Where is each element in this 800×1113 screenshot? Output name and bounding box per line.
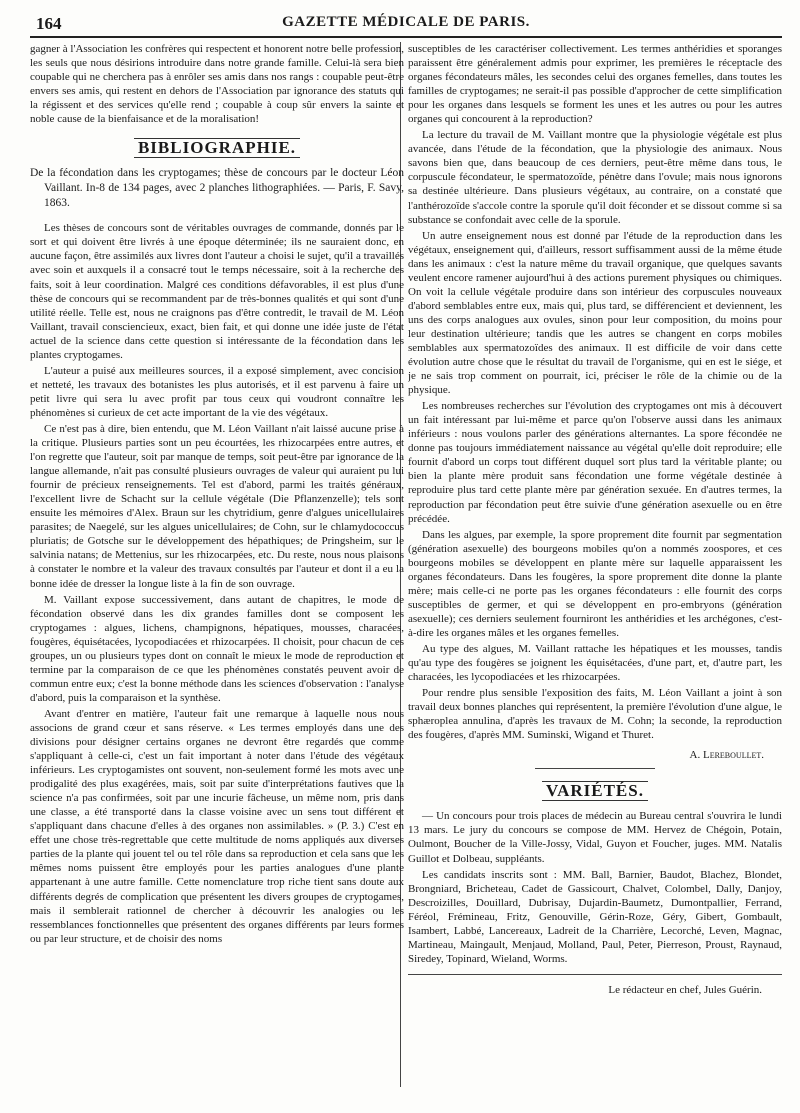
review-paragraph: Les thèses de concours sont de véritables ouvrages de commande, donnés par le sort et qui doivent être livrés à une époque déterminée; ils ne sauraient donc, en aucune façon, être assimilés aux livres dont l'auteur a choisi le sujet, qu'il a travaillés avec soin et auxquels il a consacré tout le temps nécessaire, soit à la recherche des faits, soit à leur coordination. Malgré ces conditions défavorables, il est plus d'une thèse de concours qui se recommandent par de très-bonnes qualités et qui sont d'une utilité réelle. Telle est, nous ne craignons pas d'être contredit, le travail de M. Léon Vaillant, travail consciencieux, exact, bien fait, et qui donne une idée juste de l'état actuel de la science dans cette question si intéressante de la fécondation dans les plantes cryptogames. [30, 222, 404, 361]
review-paragraph: L'auteur a puisé aux meilleures sources, il a exposé simplement, avec concision et netteté, les travaux des botanistes les plus autorisés, et il est parvenu à faire un petit livre qui sera lu avec profit par tous ceux qui voudront connaître les phénomènes si curieux de cet acte important de la vie des végétaux. [30, 364, 404, 419]
journal-title: GAZETTE MÉDICALE DE PARIS. [282, 14, 530, 30]
section-separator [535, 768, 655, 769]
review-paragraph: Ce n'est pas à dire, bien entendu, que M. Léon Vaillant n'ait laissé aucune prise à la critique. Plusieurs parties sont un peu écourtées, les rhizocarpées entre autres, et l'on regrette que l'auteur, soit par manque de temps, soit peut-être par ignorance de la langue allemande, n'ait pas consulté plusieurs ouvrages de valeur qui auraient pu lui fournir de précieux renseignements. Tel est d'abord, parmi les traités généraux, l'excellent livre de Schacht sur la cellule végétale (Die Pflanzenzelle); tels sont ensuite les mémoires d'Alex. Braun sur les chytridium, genre d'algues unicellulaires parasites; de Naegelé, sur les algues unicellulaires; de Cohn, sur le chlamydococcus pluriatis; de Gotsche sur le développement des hépathiques; de Pringsheim, sur le salvinia natans; de Mettenius, sur les rhizocarpées, etc. Du reste, nous nous plaisons à constater le nombre et la valeur des travaux consultés par l'auteur et dont il a eu la bonne idée de dresser la longue liste à la fin de son ouvrage. [30, 422, 404, 590]
review-paragraph: Au type des algues, M. Vaillant rattache les hépatiques et les mousses, tandis qu'au type des fougères se joignent les équisétacées, d'une part, et, d'autre part, les characées, les lycopodiacées et les rhizocarpées. [408, 642, 782, 684]
section-title-bibliographie [30, 138, 404, 158]
header-rule [30, 36, 782, 38]
editor-signature: Le rédacteur en chef, Jules Guérin. [608, 983, 762, 996]
page-header [30, 14, 782, 36]
review-paragraph: M. Vaillant expose successivement, dans autant de chapitres, le mode de fécondation observé dans les dix grandes familles dont se composent les cryptogames : algues, lichens, champignons, hépatiques, mousses, characées, fougères, équisétacées, lycopodiacées et rhizocarpées. Il choisit, pour chacun de ces groupes, un ou plusieurs types dont on connaît le mieux le mode de reproduction et termine par la comparaison de ce que les phénomènes constatés peuvent avoir de commun entre eux; c'est la bonne méthode dans les sciences d'observation : l'analyse d'abord, puis la comparaison et la synthèse. [30, 593, 404, 704]
review-paragraph: Un autre enseignement nous est donné par l'étude de la reproduction dans les végétaux, enseignement qui, d'ailleurs, ressort suffisamment aussi de la même étude dans les animaux : c'est la nature même du travail organique, que quelques savants veulent encore ramener aujourd'hui à des actions purement physiques ou chimiques. On voit la cellule végétale produire dans son intérieur des corpuscules nouveaux d'abord semblables entre eux, mais qui, plus tard, se différencient et deviennent, les uns des corps analogues aux ovules, sinon pour leur composition, du moins pour leur destination ultérieure; tandis que les autres se changent en corps mobiles semblables aux spermatozoïdes des animaux. Il est difficile de voir dans cette évolution autre chose que le résultat du travail de l'organisme, qui en est le siége, et je ne sais trop comment on pourrait, ici, préciser le rôle de la chimie ou de la physique. [408, 229, 782, 397]
review-paragraph: Les nombreuses recherches sur l'évolution des cryptogames ont mis à découvert un fait intéressant par lui-même et parce qu'on l'observe aussi dans les animaux inférieurs : nous voulons parler des générations alternantes. La spore fécondée ne donne pas toujours immédiatement naissance au végétal qu'elle doit reproduire; elle fournit d'abord un corps tout différent duquel sort plus tard la véritable plante; ou bien la plante mère produit sans fécondation une forme végétale destinée à reproduire plus tard cette plante mère par génération sexuée. En d'autres termes, la reproduction par fécondation peut être suivie d'une génération asexuelle ou en être précédée. [408, 400, 782, 525]
page-number: 164 [36, 14, 62, 33]
section-title-text: BIBLIOGRAPHIE. [134, 138, 300, 158]
candidates-paragraph: Les candidats inscrits sont : MM. Ball, Barnier, Baudot, Blachez, Blondet, Brongniard, Bricheteau, Cadet de Gassicourt, Chalvet, Colombel, Dally, Danjoy, Descroizilles, Douillard, Dubrisay, Dujardin-Baumetz, Dumontpallier, Ferrand, Féréol, Frémineau, Fritz, Genouville, Gérin-Roze, Géry, Gibert, Gombault, Isambert, Labbé, Lancereaux, Ladreit de la Charrière, Lecorché, Leven, Magnac, Martineau, Maingault, Menjaud, Molland, Paul, Peter, Pierreson, Proust, Raynaud, Siredey, Topinard, Wieland, Worms. [408, 868, 782, 965]
continued-paragraph: susceptibles de les caractériser collectivement. Les termes anthéridies et sporanges paraissent être généralement admis pour exprimer, les premières le réceptacle des organes fécondateurs mâles, les secondes celui des organes femelles, dans toutes les familles de cryptogames; ne serait-il pas possible d'approcher de cette simplification pour les organes dans lesquels se forment les unes et les autres ou pour les autres organes qui concourent à la reproduction? [408, 43, 782, 126]
review-paragraph: Dans les algues, par exemple, la spore proprement dite fournit par segmentation (génération asexuelle) des bourgeons mobiles qu'on a nommés zoospores, et ces bourgeons mobiles se développent en plante mère sur laquelle apparaissent les organes fécondateurs. Dans les fougères, la spore proprement dite donne la plante mère; mais celle-ci ne porte pas les organes fécondateurs : elle fournit des corps susceptibles de germer, et qui se développent en pro-embryons (génération asexuelle); ces derniers seulement fourniront les anthéridies et les archégones, c'est-à-dire les organes mâles et les organes femelles. [408, 528, 782, 639]
review-paragraph: La lecture du travail de M. Vaillant montre que la physiologie végétale est plus avancée, dans l'étude de la fécondation, que la physiologie des animaux. Nous savons bien que, dans beaucoup de ces derniers, peut-être même dans tous, le corpuscule fécondateur, le spermatozoïde, pénètre dans l'ovule; mais nous ignorons sa destinée ultérieure. Dans plusieurs végétaux, au contraire, on a constaté que l'anthérozoïde s'accole contre la sporule qu'il doit féconder et se dissout comme si sa substance se confondait avec celle de la sporule. [408, 129, 782, 226]
section-title-text: VARIÉTÉS. [542, 781, 648, 801]
news-paragraph: — Un concours pour trois places de médecin au Bureau central s'ouvrira le lundi 13 mars. Le jury du concours se compose de MM. Hervez de Chégoin, Potain, Oulmont, Boucher de la Ville-Jossy, Vidal, Guyon et Foucher, juges. MM. Natalis Guillot et Dolbeau, suppléants. [408, 810, 782, 865]
review-paragraph: Pour rendre plus sensible l'exposition des faits, M. Léon Vaillant a joint à son travail deux bonnes planches qui représentent, la première l'évolution d'une algue, le sphæroplea annulina, d'après les travaux de M. Cohn; la seconde, la reproduction des fougères, d'après MM. Suminski, Wigand et Thuret. [408, 687, 782, 742]
section-title-varietes [408, 781, 782, 801]
left-column [30, 42, 404, 1092]
bibliography-entry: De la fécondation dans les cryptogames; thèse de concours par le docteur Léon Vaillant. In-8 de 134 pages, avec 2 planches lithographiées. — Paris, F. Savy, 1863. [30, 167, 404, 210]
right-column [408, 42, 782, 1102]
review-paragraph: Avant d'entrer en matière, l'auteur fait une remarque à laquelle nous nous associons de grand cœur et sans réserve. « Les termes employés dans une des divisions pour désigner certains organes ne devront être regardés que comme s'appliquant à celle-ci, c'est un fait important à noter dans l'étude des végétaux inférieurs. Les cryptogamistes ont souvent, non-seulement formé les mots avec une prodigalité des plus exagérées, mais, soit par suite d'interprétations fautives que la science n'a pas confirmées, soit par une incurie fâcheuse, un même nom, pris dans une classe, a été transporté dans la classe voisine avec un sens tout différent et s'appliquant dans chacune d'elles à des organes non assimilables. » (P. 3.) C'est en effet une chose très-regrettable que cette multitude de noms appliqués aux diverses parties de la plante qui jouent tel ou tel rôle dans sa reproduction et cela sans que les mêmes noms puissent être employés pour les parties analogues d'une plante appartenant à une autre famille. Cette nomenclature trop riche tient sans doute aux différents degrés de complication que présentent les divers groupes de cryptogames, mais il semblerait rationnel de chercher à découvrir les analogies ou les ressemblances fonctionnelles que présentent des organes différents par leurs formes ou par leur structure, et de choisir des noms [30, 707, 404, 945]
author-signature: A. Lereboullet. [689, 749, 764, 762]
continued-paragraph: gagner à l'Association les confrères qui respectent et honorent notre belle profession, les seuls que nous désirions introduire dans notre grande famille. Celui-là sera bien coupable qui ne cherchera pas à enrôler ses amis dans nos rangs : coupable peut-être envers ses amis, qui restent en dehors de l'Association par ignorance des statuts qui la régissent et des services qu'elle rend ; coupable à coup sûr envers la sainte et noble cause de la bienfaisance et de la moralisation! [30, 43, 404, 126]
closing-rule [408, 974, 782, 975]
